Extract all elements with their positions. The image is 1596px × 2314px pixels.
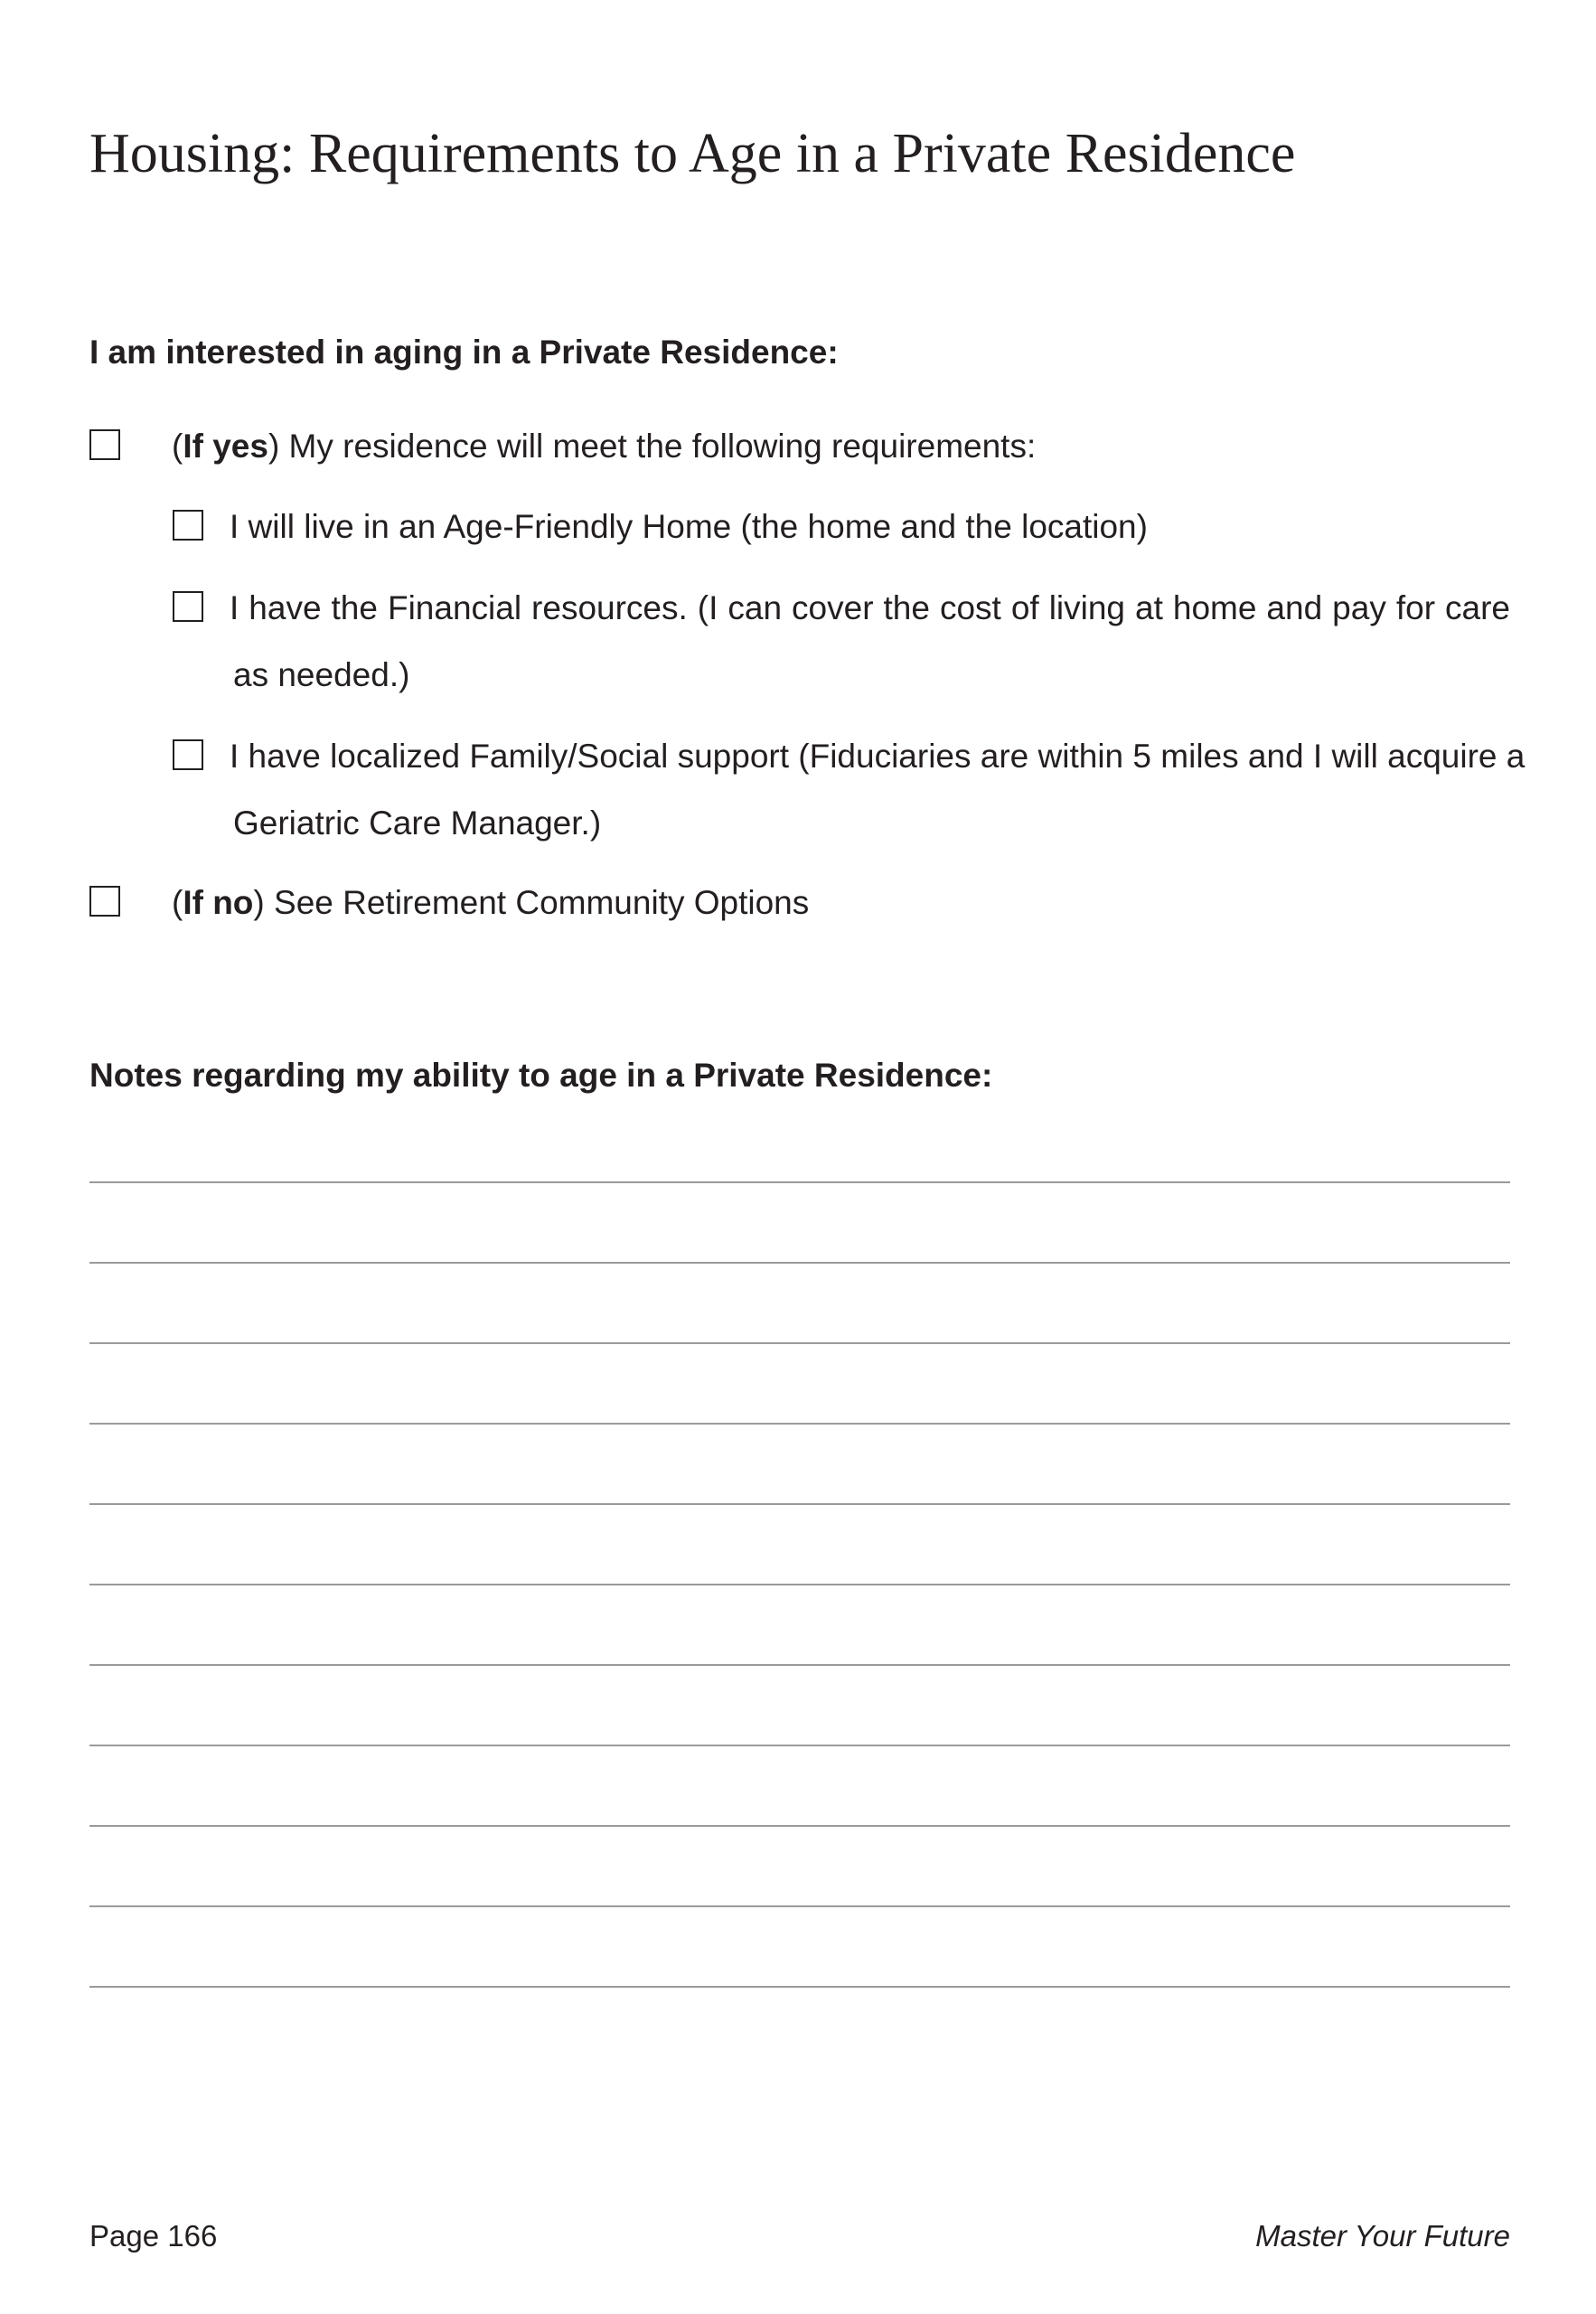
notes-writing-area[interactable] [89,1181,1510,2066]
requirement-family-social-support [173,723,1526,857]
requirement-financial-resources [173,575,1510,709]
if-yes-checkbox[interactable] [89,429,120,460]
if-yes-label: (If yes) My residence will meet the following requirements: [172,428,1037,465]
note-line[interactable] [89,1664,1510,1666]
page-number: Page 166 [89,2219,218,2253]
interest-heading: I am interested in aging in a Private Residence: [89,334,839,371]
note-line[interactable] [89,1905,1510,1907]
if-no-option [89,870,1508,936]
requirement-label: I have localized Family/Social support (Fiduciaries are within 5 miles and I will acquire a Geriatric Care Manager.) [230,738,1526,842]
requirement-label: I have the Financial resources. (I can cover the cost of living at home and pay for care as needed.) [230,589,1510,693]
note-line[interactable] [89,1262,1510,1264]
note-line[interactable] [89,1584,1510,1585]
requirement-label: I will live in an Age-Friendly Home (the home and the location) [230,508,1148,545]
family-social-support-checkbox[interactable] [173,739,203,770]
if-no-checkbox[interactable] [89,886,120,917]
note-line[interactable] [89,1181,1510,1183]
financial-resources-checkbox[interactable] [173,591,203,622]
note-line[interactable] [89,1503,1510,1505]
requirement-age-friendly-home [173,494,1510,560]
note-line[interactable] [89,1342,1510,1344]
note-line[interactable] [89,1986,1510,1988]
notes-heading: Notes regarding my ability to age in a Private Residence: [89,1057,993,1094]
note-line[interactable] [89,1423,1510,1425]
if-no-label: (If no) See Retirement Community Options [172,884,810,921]
if-yes-option [89,413,1508,480]
note-line[interactable] [89,1825,1510,1827]
age-friendly-home-checkbox[interactable] [173,510,203,541]
page-title: Housing: Requirements to Age in a Private Residence [89,123,1296,184]
book-title: Master Your Future [1255,2219,1510,2253]
note-line[interactable] [89,1745,1510,1746]
